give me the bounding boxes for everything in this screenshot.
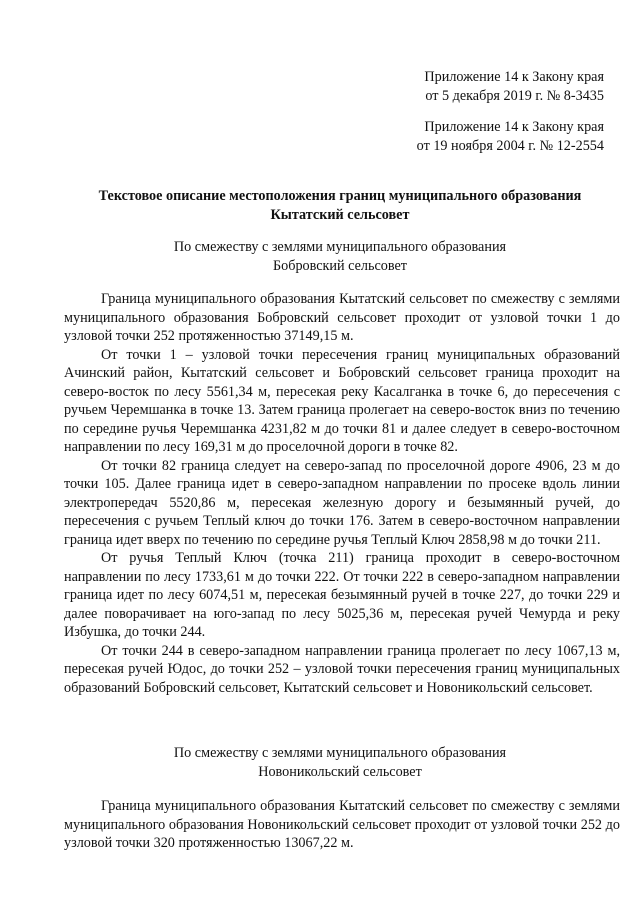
title-line: Текстовое описание местоположения границ муниципального образования	[98, 188, 582, 204]
appendix-line: Приложение 14 к Закону края	[424, 119, 604, 135]
section-heading-line: По смежеству с землями муниципального образования	[173, 745, 507, 761]
section-heading-bobrovsky	[60, 238, 620, 275]
paragraph: От точки 82 граница следует на северо-запад по проселочной дороге 4906, 23 м до точки 105. Далее граница идет в северо-западном направлении по просеке вдоль линии электропередач 5520,86 м, пересекая железную дорогу и безымянный ручей, до пересечения с ручьем Теплый ключ до точки 176. Затем в северо-восточном направлении граница идет вверх по течению по середине ручья Теплый Ключ 2858,98 м до точки 211.	[64, 457, 620, 548]
appendix-line: Приложение 14 к Закону края	[424, 69, 604, 85]
section-body-bobrovsky	[64, 290, 620, 697]
title-line: Кытатский сельсовет	[270, 206, 410, 223]
paragraph: От точки 244 в северо-западном направлении граница пролегает по лесу 1067,13 м, пересекая ручей Юдос, до точки 252 – узловой точки пересечения границ муниципальных образований Бобровский сельсовет, Кытатский сельсовет и Новоникольский сельсовет.	[64, 642, 620, 696]
paragraph: От точки 1 – узловой точки пересечения границ муниципальных образований Ачинский район, Кытатский сельсовет и Бобровский сельсовет граница проходит на северо-восток по лесу 5561,34 м, пересекая реку Касалганка в точке 6, до пересечения с ручьем Черемшанка в точке 13. Затем граница пролегает на северо-восток вниз по течению по середине ручья Черемшанка 4231,82 м до точки 81 и далее следует в северо-восточном направлении по лесу 169,31 м до проселочной дороги в точке 82.	[64, 346, 620, 455]
appendix-line: от 5 декабря 2019 г. № 8-3435	[425, 87, 604, 104]
section-body-novonikolsky	[64, 797, 620, 853]
paragraph: Граница муниципального образования Кытатский сельсовет по смежеству с землями муниципального образования Новоникольский сельсовет проходит от узловой точки 252 до узловой точки 320 протяженностью 13067,22 м.	[64, 798, 620, 851]
paragraph: От ручья Теплый Ключ (точка 211) граница проходит в северо-восточном направлении по лесу 1733,61 м до точки 222. От точки 222 в северо-западном направлении граница идет по лесу 6074,51 м, пересекая безымянный ручей в точке 227, до точки 229 и далее поворачивает на юго-запад по лесу 5025,36 м, пересекая ручей Чемурда и реку Избушка, до точки 244.	[64, 550, 620, 640]
appendix-line: от 19 ноября 2004 г. № 12-2554	[416, 137, 604, 154]
section-heading-line: Бобровский сельсовет	[272, 257, 407, 274]
appendix-reference-current	[424, 68, 604, 105]
appendix-reference-original	[417, 118, 604, 155]
section-heading-line: Новоникольский сельсовет	[258, 763, 422, 780]
section-heading-novonikolsky	[60, 744, 620, 781]
document-title	[60, 187, 620, 224]
paragraph: Граница муниципального образования Кытатский сельсовет по смежеству с землями муниципального образования Бобровский сельсовет проходит от узловой точки 1 до узловой точки 252 протяженностью 37149,15 м.	[64, 291, 620, 344]
section-heading-line: По смежеству с землями муниципального образования	[173, 239, 507, 255]
